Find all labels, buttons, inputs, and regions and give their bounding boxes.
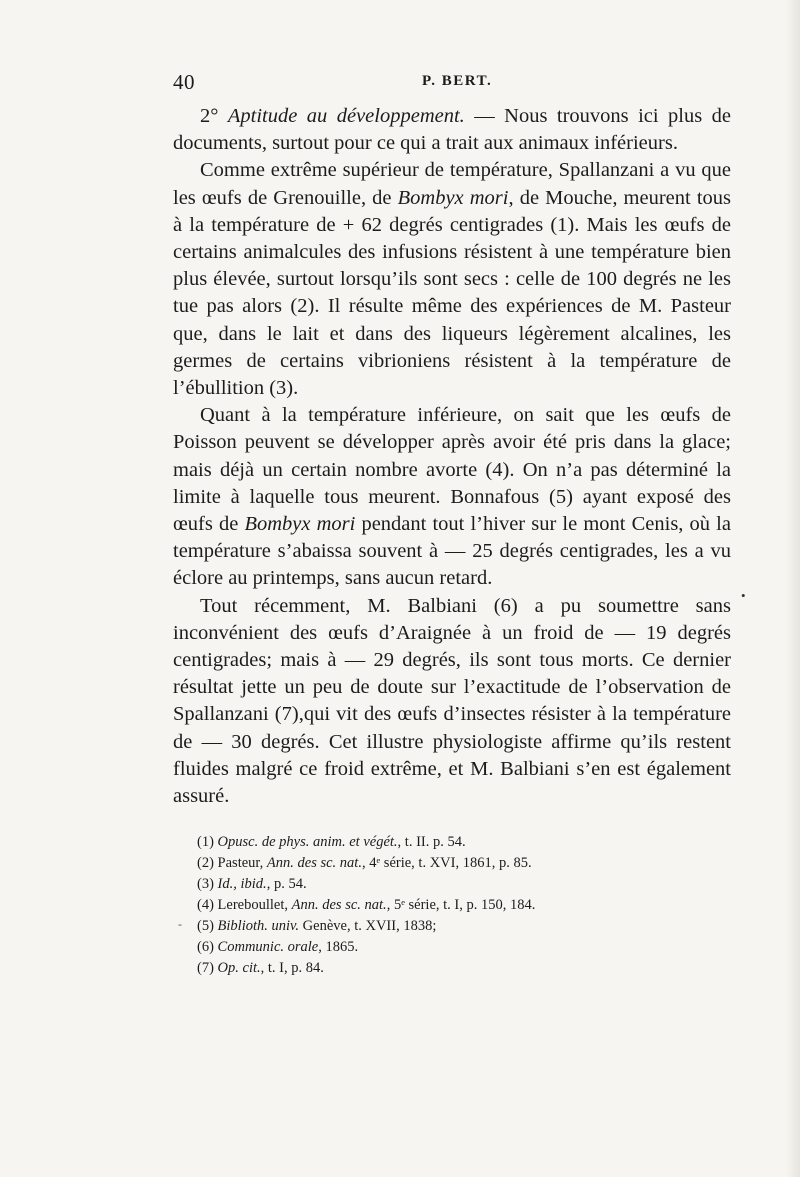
footnote-number: (1)	[197, 834, 218, 850]
footnote-title: Id., ibid.	[217, 876, 267, 892]
paragraph-text: Tout récemment, M. Balbiani (6) a pu soumettre sans inconvénient des œufs d’Araignée à un froid de — 19 degrés centigrades; mais à — 29 degrés, ils sont tous morts. Ce dernier résultat jette un peu de doute sur l’exactitude de l’observation de Spallanzani (7),qui vit des œufs d’insectes résister à la température de — 30 degrés. Cet illustre physiologiste affirme qu’ils restent fluides malgré ce froid extrême, et M. Balbiani s’en est également assuré.	[173, 594, 731, 808]
footnote-ref: Genève, t. XVII, 1838;	[299, 918, 437, 934]
paragraph-text: — Nous trouvons ici plus de documents, surtout pour ce qui a trait aux animaux inférieurs.	[173, 105, 731, 155]
paragraph-balbiani	[173, 593, 731, 811]
footnote-number: (6)	[197, 939, 218, 955]
page-number: 40	[173, 70, 195, 94]
species-name: Bombyx mori	[244, 513, 356, 536]
paragraph-temperature-inferieure	[173, 402, 731, 592]
section-heading: Aptitude au développement.	[227, 105, 465, 127]
footnote	[197, 832, 737, 853]
footnote-author: Pasteur,	[217, 855, 267, 871]
footnote-number: (7)	[197, 960, 218, 976]
footnote-ref: , 1865.	[318, 939, 359, 955]
paragraph-text: , de Mouche, meurent tous à la température de + 62 degrés centigrades (1). Mais les œufs de certains animalcules des infusions résistent à une température bien plus élevée, surtout lorsqu’ils sont secs : celle de 100 degrés ne les tue pas alors (2). Il résulte même des expériences de M. Pasteur que, dans le lait et dans des liqueurs légèrement alcalines, les germes de certains vibrioniens résistent à la température de l’ébullition (3).	[173, 186, 731, 400]
footnote-author: Lereboullet,	[217, 897, 292, 913]
footnote	[197, 874, 737, 895]
paragraph-text: pendant tout l’hiver sur le mont Cenis, où la température s’abaissa souvent à — 25 degrés centigrades, les a vu éclore au printemps, sans aucun retard.	[173, 513, 731, 590]
paragraph-aptitude	[173, 103, 731, 157]
footnote-ref: , t. I, p. 84.	[260, 960, 324, 976]
footnote	[197, 853, 737, 874]
species-name: Bombyx mori	[397, 186, 509, 209]
footnotes	[197, 832, 737, 979]
footnote	[197, 958, 737, 979]
page-edge-shadow	[786, 0, 800, 1177]
footnote-title: Ann. des sc. nat.	[266, 855, 362, 871]
footnote-title: Communic. orale	[217, 939, 319, 955]
footnote-number: (2)	[197, 855, 218, 871]
footnote-title: Biblioth. univ.	[217, 918, 300, 934]
footnote-ref: , p. 54.	[266, 876, 307, 892]
paragraph-extreme-superieur	[173, 157, 731, 402]
paragraph-text: Comme extrême supérieur de température, Spallanzani a vu que les œufs de Grenouille, de	[173, 159, 731, 209]
paragraph-text: Quant à la température inférieure, on sait que les œufs de Poisson peuvent se développer après avoir été pris dans la glace; mais déjà un certain nombre avorte (4). On n’a pas déterminé la limite à laquelle tous meurent. Bonnafous (5) ayant exposé des œufs de	[173, 404, 731, 536]
page-header	[173, 70, 733, 100]
footnote-number: (4)	[197, 897, 218, 913]
footnote	[197, 937, 737, 958]
footnote-number: (5)	[197, 918, 218, 934]
footnote-title: Opusc. de phys. anim. et végét.	[217, 834, 398, 850]
footnote-title: Op. cit.	[217, 960, 261, 976]
section-number: 2°	[200, 105, 228, 127]
footnote-ref: , 4ᵉ série, t. XVI, 1861, p. 85.	[361, 855, 532, 871]
footnote	[197, 895, 737, 916]
stray-mark: -	[178, 917, 182, 931]
footnote-ref: , 5ᵉ série, t. I, p. 150, 184.	[386, 897, 536, 913]
footnote	[197, 916, 737, 937]
body-text	[173, 103, 731, 810]
footnote-number: (3)	[197, 876, 218, 892]
footnote-ref: , t. II. p. 54.	[397, 834, 466, 850]
margin-mark: •	[741, 588, 746, 603]
footnote-title: Ann. des sc. nat.	[291, 897, 387, 913]
running-head: P. BERT.	[422, 73, 493, 89]
